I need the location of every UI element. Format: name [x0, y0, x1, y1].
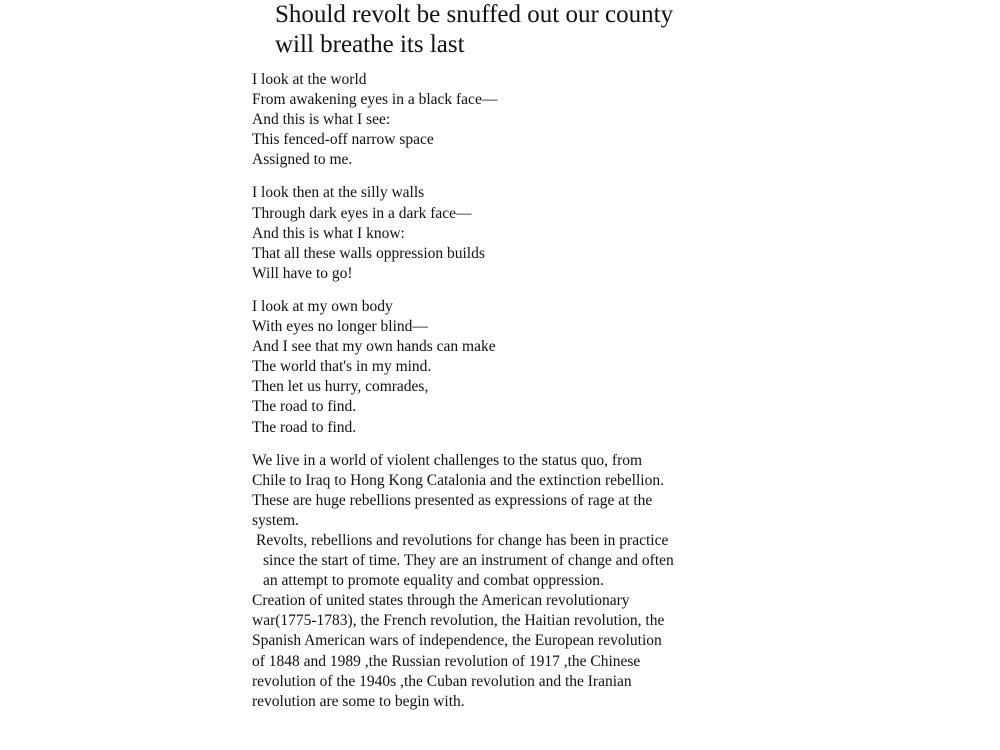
poem-line: I look at the world	[252, 71, 367, 88]
prose-paragraph-3	[252, 591, 743, 712]
prose-line: system.	[252, 511, 299, 529]
prose-line: Creation of united states through the American revolutionary	[252, 592, 630, 610]
poem-stanza-2	[252, 183, 812, 283]
poem-line: And this is what I see:	[252, 111, 391, 129]
document-body	[252, 70, 812, 712]
prose-line: Spanish American wars of independence, the European revolution	[252, 632, 662, 650]
poem-line: The world that's in my mind.	[252, 358, 432, 376]
prose-line: an attempt to promote equality and combat oppression.	[263, 572, 604, 590]
prose-line: We live in a world of violent challenges to the status quo, from	[252, 451, 643, 469]
poem-line: The road to find.	[252, 398, 357, 416]
prose-line: since the start of time. They are an instrument of change and often	[263, 552, 674, 570]
title-line-2: will breathe its last	[275, 31, 465, 58]
poem-line: With eyes no longer blind—	[252, 318, 428, 336]
poem-line: And this is what I know:	[252, 224, 405, 242]
poem-line: From awakening eyes in a black face—	[252, 91, 498, 109]
title-line-1: Should revolt be snuffed out our county	[275, 1, 674, 28]
poem-line: Assigned to me.	[252, 151, 353, 169]
poem-line: Then let us hurry, comrades,	[252, 378, 429, 396]
poem-line: I look at my own body	[252, 297, 393, 315]
prose-paragraph-2	[252, 531, 743, 591]
prose-line: war(1775-1783), the French revolution, the Haitian revolution, the	[252, 612, 665, 630]
prose-line: of 1848 and 1989 ,the Russian revolution of 1917 ,the Chinese	[252, 652, 641, 670]
document-title	[275, 0, 835, 60]
prose-section	[252, 451, 812, 712]
poem-stanza-3	[252, 297, 812, 438]
poem-line: And I see that my own hands can make	[252, 338, 496, 356]
prose-line: Revolts, rebellions and revolutions for change has been in practice	[256, 531, 669, 549]
prose-line: These are huge rebellions presented as expressions of rage at the	[252, 491, 653, 509]
prose-line: revolution of the 1940s ,the Cuban revolution and the Iranian	[252, 672, 632, 690]
prose-line: Chile to Iraq to Hong Kong Catalonia and the extinction rebellion.	[252, 471, 664, 489]
poem-stanza-1	[252, 70, 812, 170]
poem-line: This fenced-off narrow space	[252, 131, 434, 149]
poem-line: I look then at the silly walls	[252, 184, 425, 202]
poem-line: Through dark eyes in a dark face—	[252, 204, 472, 222]
poem-line: Will have to go!	[252, 264, 353, 282]
prose-line: revolution are some to begin with.	[252, 692, 465, 710]
poem-line: The road to find.	[252, 418, 357, 436]
poem-line: That all these walls oppression builds	[252, 244, 485, 262]
prose-paragraph-1	[252, 451, 743, 531]
